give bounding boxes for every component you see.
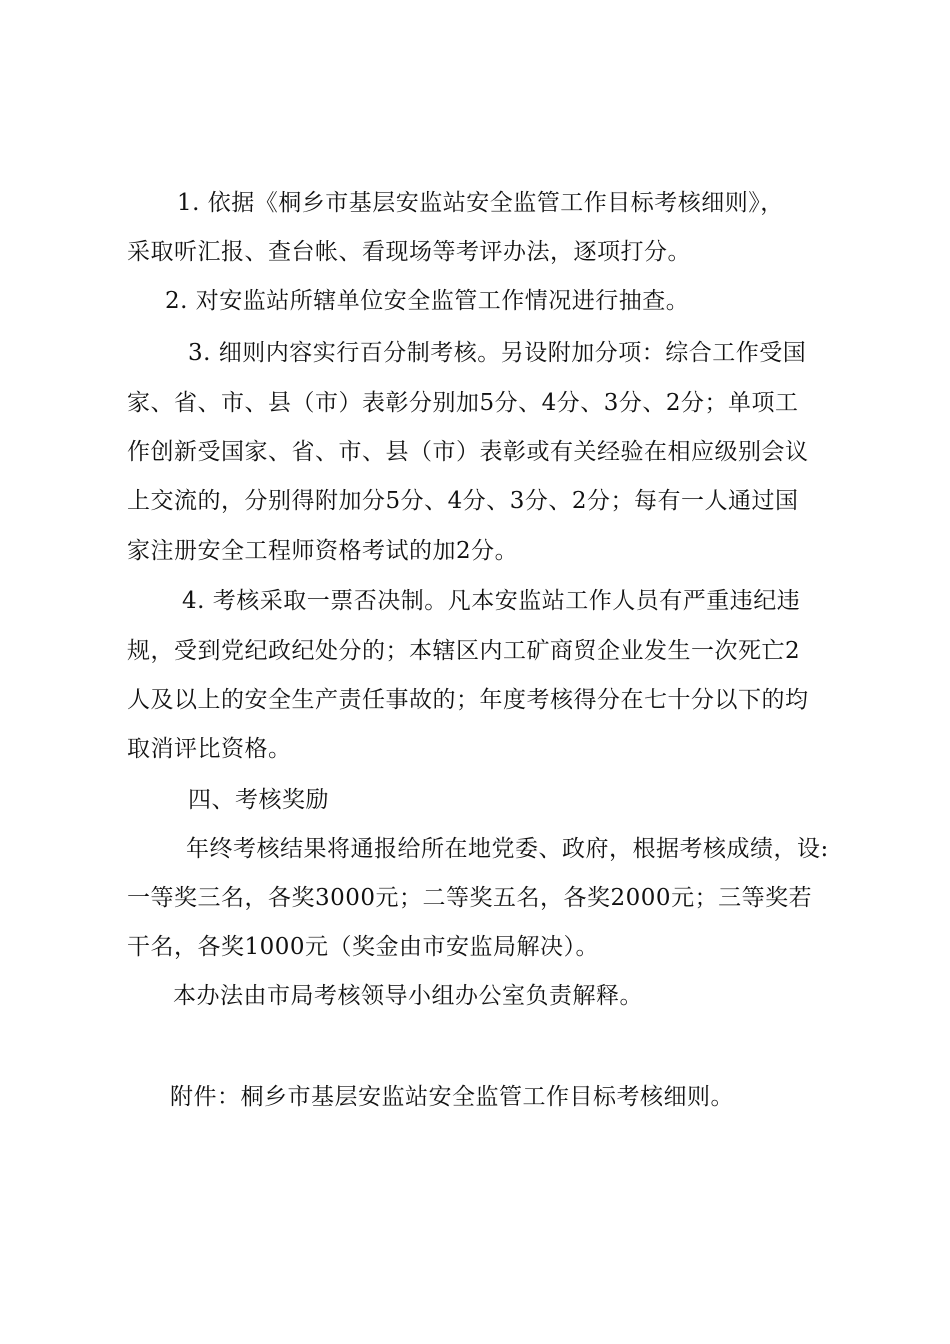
paragraph-4-line-2: 规，受到党纪政纪处分的；本辖区内工矿商贸企业发生一次死亡2 [127, 638, 801, 664]
paragraph-4-line-3: 人及以上的安全生产责任事故的；年度考核得分在七十分以下的均 [127, 687, 809, 713]
paragraph-1-line-2: 采取听汇报、查台帐、看现场等考评办法，逐项打分。 [127, 239, 691, 265]
paragraph-4-line-4: 取消评比资格。 [127, 736, 292, 762]
paragraph-3-line-5: 家注册安全工程师资格考试的加2分。 [127, 538, 519, 564]
closing-statement: 本办法由市局考核领导小组办公室负责解释。 [173, 983, 643, 1009]
section-4-heading: 四、考核奖励 [188, 787, 329, 813]
paragraph-4-line-1: 4. 考核采取一票否决制。凡本安监站工作人员有严重违纪违 [182, 588, 801, 614]
section-4-line-3: 干名，各奖1000元（奖金由市安监局解决）。 [127, 934, 600, 960]
paragraph-3-line-3: 作创新受国家、省、市、县（市）表彰或有关经验在相应级别会议 [127, 439, 809, 465]
attachment-note: 附件：桐乡市基层安监站安全监管工作目标考核细则。 [170, 1084, 734, 1110]
paragraph-3-line-2: 家、省、市、县（市）表彰分别加5分、4分、3分、2分；单项工 [127, 390, 799, 416]
section-4-line-1: 年终考核结果将通报给所在地党委、政府，根据考核成绩，设: [186, 836, 829, 862]
paragraph-3-line-1: 3. 细则内容实行百分制考核。另设附加分项：综合工作受国 [188, 340, 807, 366]
section-4-line-2: 一等奖三名，各奖3000元；二等奖五名，各奖2000元；三等奖若 [127, 885, 813, 911]
paragraph-2-line-1: 2. 对安监站所辖单位安全监管工作情况进行抽查。 [165, 288, 690, 314]
paragraph-3-line-4: 上交流的，分别得附加分5分、4分、3分、2分；每有一人通过国 [127, 488, 799, 514]
paragraph-1-line-1: 1. 依据《桐乡市基层安监站安全监管工作目标考核细则》， [177, 190, 784, 216]
